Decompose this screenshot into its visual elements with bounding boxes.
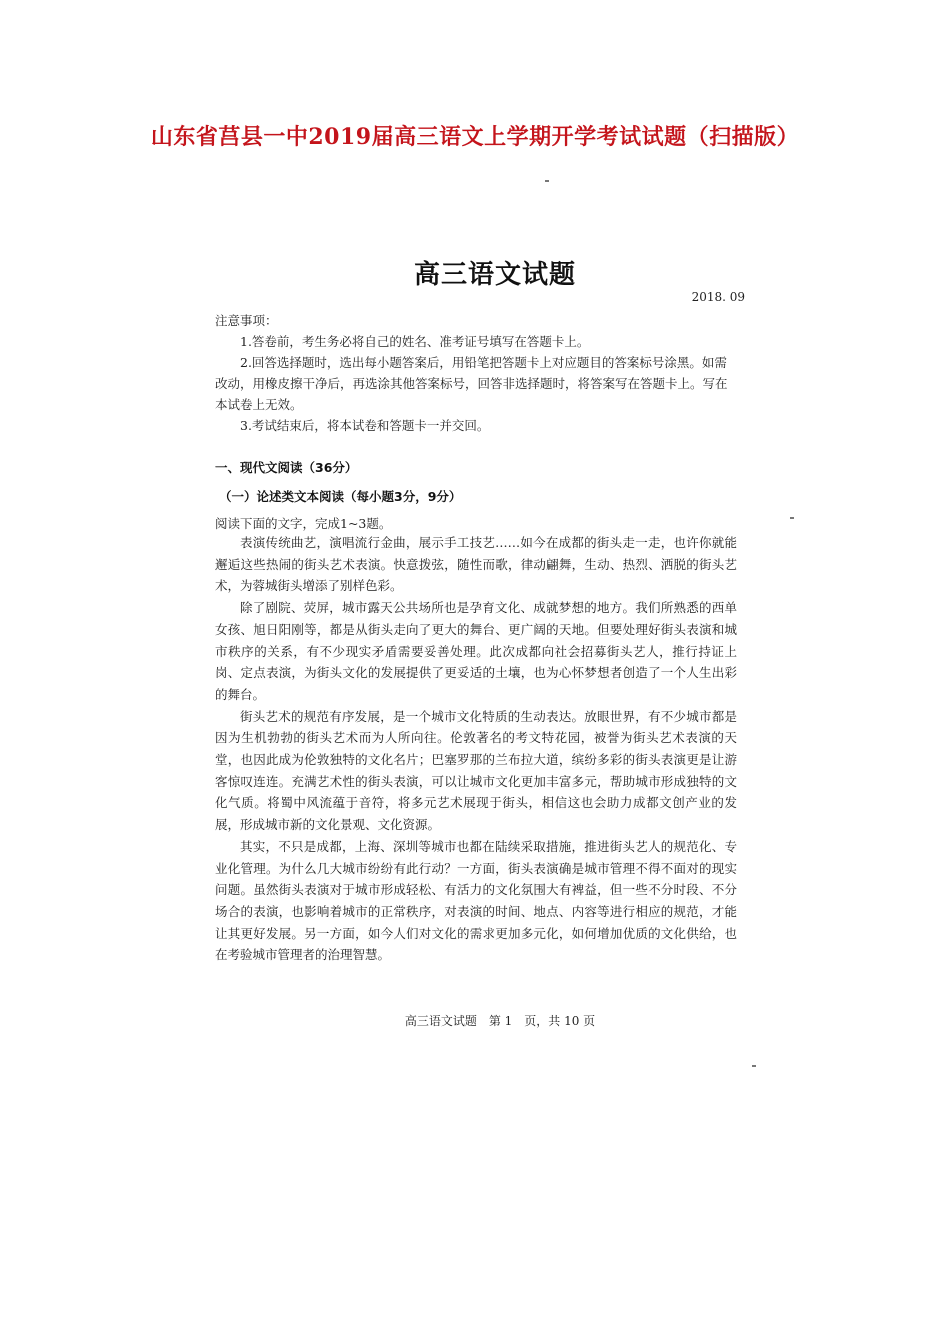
notes-section (215, 310, 735, 436)
exam-title: 高三语文试题 (413, 260, 576, 290)
section-heading: 一、现代文阅读（36分） (215, 460, 358, 475)
passage-paragraph: 其实，不只是成都，上海、深圳等城市也都在陆续采取措施，推进街头艺人的规范化、专业化管理。为什么几大城市纷纷有此行动？一方面，街头表演确是城市管理不得不面对的现实问题。虽然街头表演对于城市形成轻松、有活力的文化氛围大有裨益，但一些不分时段、不分场合的表演，也影响着城市的正常秩序，对表演的时间、地点、内容等进行相应的规范，才能让其更好发展。另一方面，如今人们对文化的需求更加多元化，如何增加优质的文化供给，也在考验城市管理者的治理智慧。 (215, 838, 737, 963)
passage-paragraph: 除了剧院、荧屏，城市露天公共场所也是孕育文化、成就梦想的地方。我们所熟悉的西单女孩、旭日阳刚等，都是从街头走向了更大的舞台、更广阔的天地。但要处理好街头表演和城市秩序的关系，有不少现实矛盾需要妥善处理。此次成都向社会招募街头艺人，推行持证上岗、定点表演，为街头文化的发展提供了更妥适的土壤，也为心怀梦想者创造了一个人生出彩的舞台。 (215, 600, 737, 702)
notes-heading: 注意事项： (215, 313, 278, 328)
passage-paragraph: 表演传统曲艺，演唱流行金曲，展示手工技艺……如今在成都的街头走一走，也许你就能邂逅这些热闹的街头艺术表演。快意拨弦，随性而歌，律动翩舞，生动、热烈、洒脱的街头艺术，为蓉城街头增添了别样色彩。 (215, 535, 737, 594)
note-item: 1.答卷前，考生务必将自己的姓名、准考证号填写在答题卡上。 (240, 334, 590, 349)
note-item: 3.考试结束后，将本试卷和答题卡一并交回。 (240, 418, 490, 433)
page-footer: 高三语文试题 第 1 页，共 10 页 (404, 1014, 596, 1028)
reading-instruction: 阅读下面的文字，完成1~3题。 (215, 516, 392, 531)
scan-speck (752, 1065, 756, 1067)
subsection-heading: （一）论述类文本阅读（每小题3分，9分） (219, 489, 462, 504)
passage-paragraph: 街头艺术的规范有序发展，是一个城市文化特质的生动表达。放眼世界，有不少城市都是因为生机勃勃的街头艺术而为人所向往。伦敦著名的考文特花园，被誉为街头艺术表演的天堂，也因此成为伦敦独特的文化名片；巴塞罗那的兰布拉大道，缤纷多彩的街头表演更是让游客惊叹连连。充满艺术性的街头表演，可以让城市文化更加丰富多元，帮助城市形成独特的文化气质。将蜀中风流蕴于音符，将多元艺术展现于街头，相信这也会助力成都文创产业的发展，形成城市新的文化景观、文化资源。 (215, 708, 737, 833)
reading-passage (215, 532, 737, 966)
scan-speck (545, 180, 549, 182)
scan-speck (790, 517, 794, 519)
exam-date: 2018. 09 (691, 290, 745, 304)
scanned-page (205, 230, 745, 1050)
note-item: 2.回答选择题时，选出每小题答案后，用铅笔把答题卡上对应题目的答案标号涂黑。如需改动，用橡皮擦干净后，再选涂其他答案标号，回答非选择题时，将答案写在答题卡上。写在本试卷上无效。 (215, 355, 728, 412)
document-title: 山东省莒县一中2019届高三语文上学期开学考试试题（扫描版） (150, 124, 800, 150)
